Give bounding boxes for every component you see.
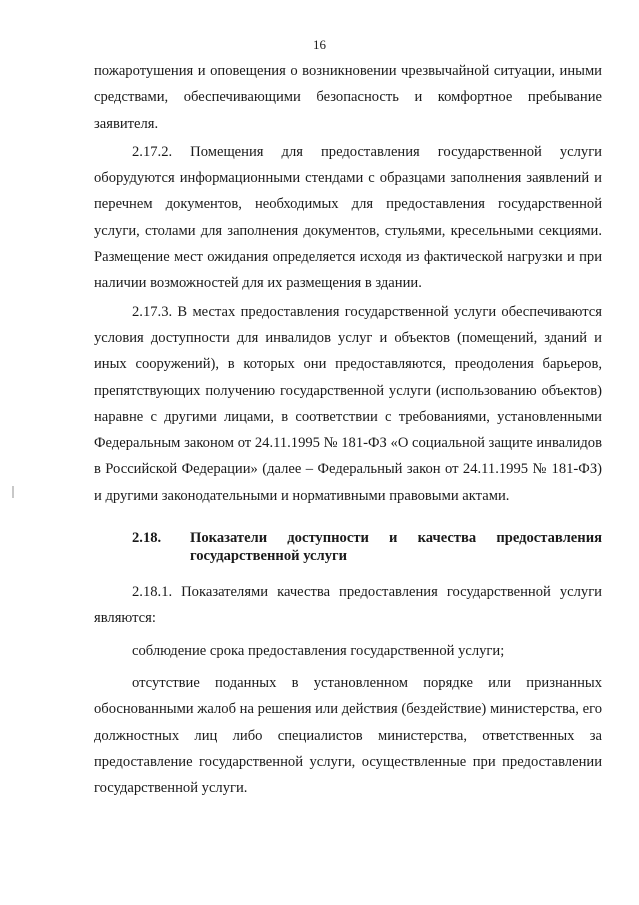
paragraph-2-18-1: 2.18.1. Показателями качества предоставления государственной услуги являются: [94,584,602,627]
paragraph-2-17-2: 2.17.2. Помещения для предоставления государственной услуги оборудуются информационными стендами с образцами заполнения заявлений и перечнем документов, необходимых для предоставления государственной услуги, столами для заполнения документов, стульями, кресельными секциями. Размещение мест ожидания определяется исходя из фактической нагрузки и при наличии возможностей для их размещения в здании. [94,143,602,292]
section-number: 2.18. [132,530,162,547]
scan-edge-mark [12,486,14,498]
page-number: 16 [313,37,326,52]
paragraph-complaints: отсутствие поданных в установленном порядке или признанных обоснованными жалоб на решения или действия (бездействие) министерства, его должностных лиц либо специалистов министерства, ответственных за предоставление государственной услуги, осуществленные при предоставлении государственной услуги. [94,674,602,797]
section-title [190,529,602,565]
paragraph-continuation: пожаротушения и оповещения о возникновении чрезвычайной ситуации, иными средствами, обеспечивающими безопасность и комфортное пребывание заявителя. [94,63,602,132]
paragraph-2-17-3: 2.17.3. В местах предоставления государственной услуги обеспечиваются условия доступности для инвалидов услуг и объектов (помещений, зданий и иных сооружений), в которых они предоставляются, преодоления барьеров, препятствующих получению государственной услуги (использованию объектов) наравне с другими лицами, в соответствии с требованиями, установленными Федеральным законом от 24.11.1995 № 181-ФЗ «О социальной защите инвалидов в Российской Федерации» (далее – Федеральный закон от 24.11.1995 № 181-ФЗ) и другими законодательными и нормативными правовыми актами. [94,303,602,504]
section-heading-2-18 [94,529,602,565]
section-title-line-1: Показатели доступности и качества предоставления [190,530,602,547]
page-content [94,58,602,801]
paragraph-deadline: соблюдение срока предоставления государственной услуги; [132,642,505,659]
section-title-line-2: государственной услуги [190,548,348,565]
